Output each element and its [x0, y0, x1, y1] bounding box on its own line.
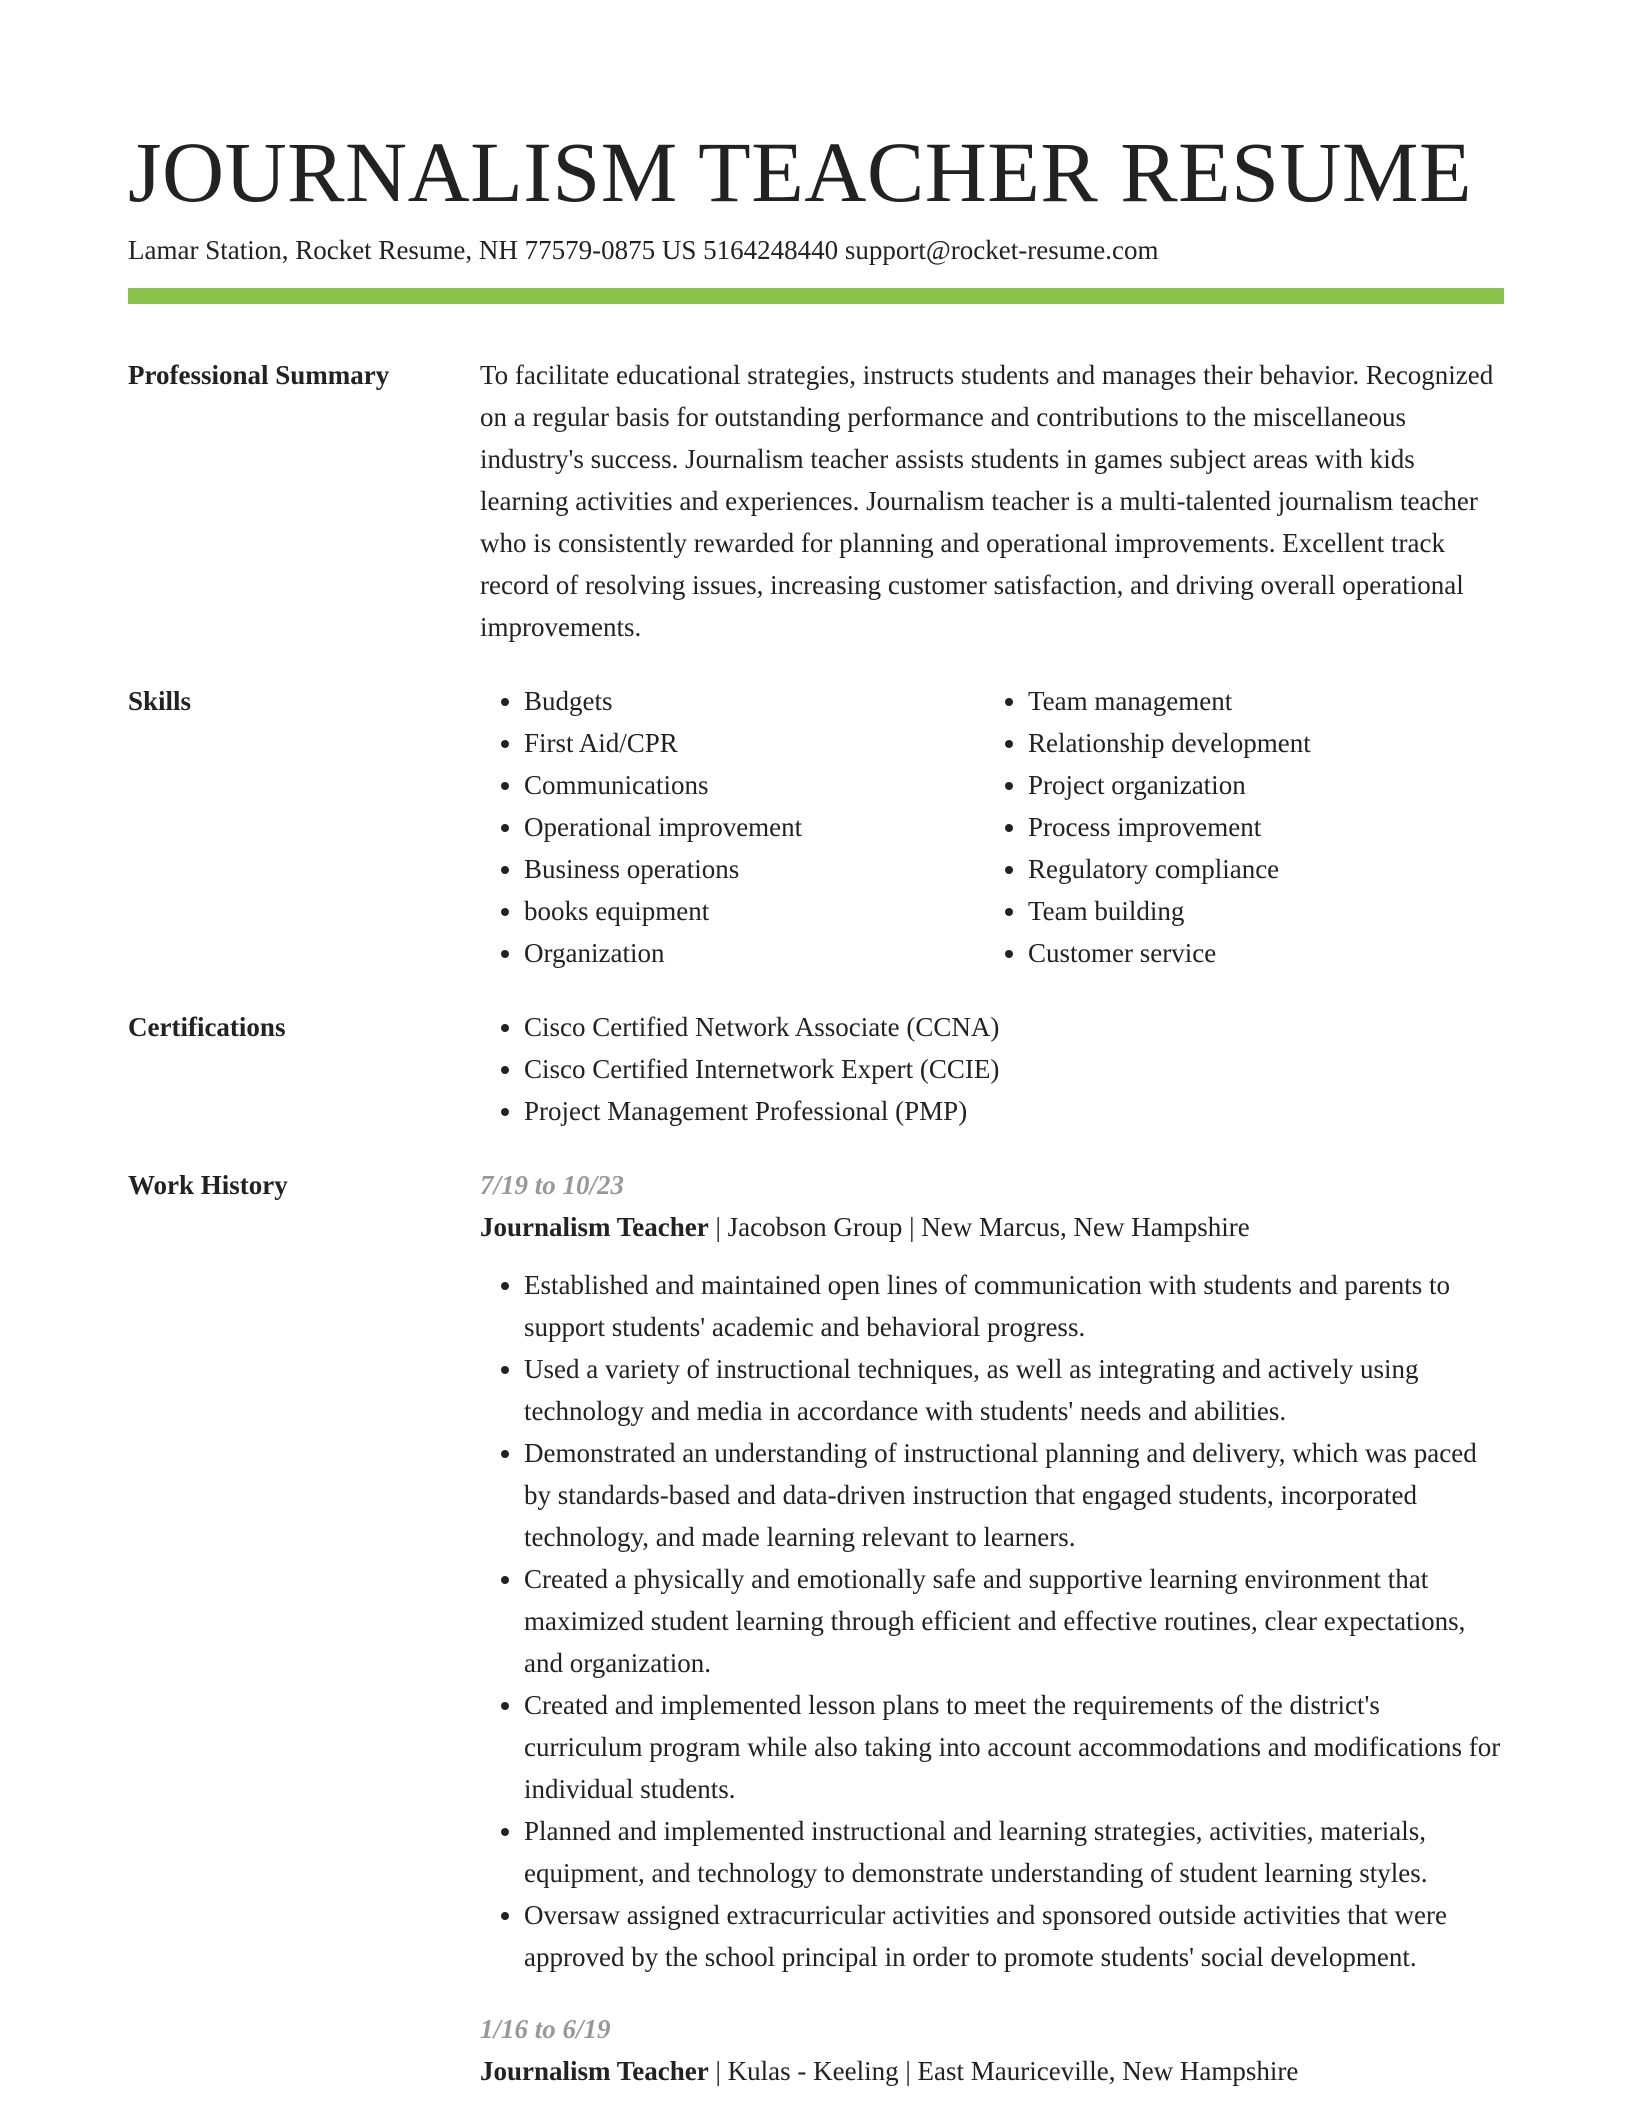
skill-item: • Team management [1028, 680, 1488, 722]
certification-item: • Project Management Professional (PMP) [524, 1090, 1504, 1132]
work-history-body [480, 1164, 1504, 2122]
accent-divider [128, 288, 1504, 304]
job-dates: 7/19 to 10/23 [480, 1170, 625, 1200]
job-title: Journalism Teacher [480, 2056, 709, 2086]
skill-item: • First Aid/CPR [524, 722, 984, 764]
job-dates: 1/16 to 6/19 [480, 2014, 611, 2044]
certifications-section [128, 1006, 1504, 1132]
certification-item: • Cisco Certified Internetwork Expert (CCIE) [524, 1048, 1504, 1090]
skills-section [128, 680, 1504, 974]
work-history-section [128, 1164, 1504, 2122]
skill-item: • Communications [524, 764, 984, 806]
resume-title: JOURNALISM TEACHER RESUME [128, 124, 1473, 220]
job-bullet: • Created and implemented lesson plans to meet the requirements of the district's curriculum program while also taking into account accommodations and modifications for individual students. [524, 1684, 1504, 1810]
job-title: Journalism Teacher [480, 1212, 709, 1242]
section-label-skills: Skills [128, 686, 192, 716]
job-bullet: • Oversaw assigned extracurricular activities and sponsored outside activities that were approved by the school principal in order to promote students' social development. [524, 1894, 1504, 1978]
skill-item: • Process improvement [1028, 806, 1488, 848]
job-entry [480, 2008, 1504, 2092]
skills-list-right [984, 680, 1488, 974]
certifications-body [480, 1006, 1504, 1132]
skill-item: • Business operations [524, 848, 984, 890]
skills-columns [480, 680, 1504, 974]
skill-item: • Regulatory compliance [1028, 848, 1488, 890]
contact-line: Lamar Station, Rocket Resume, NH 77579-0875 US 5164248440 support@rocket-resume.com [128, 235, 1159, 265]
skill-item: • Team building [1028, 890, 1488, 932]
skill-item: • Budgets [524, 680, 984, 722]
skill-item: • Project organization [1028, 764, 1488, 806]
skill-item: • books equipment [524, 890, 984, 932]
job-details: | Jacobson Group | New Marcus, New Hampshire [708, 1212, 1250, 1242]
resume-page [128, 0, 1504, 2122]
professional-summary-section [128, 354, 1504, 648]
job-bullet: • Established and maintained open lines of communication with students and parents to support students' academic and behavioral progress. [524, 1264, 1504, 1348]
job-bullets [480, 1264, 1504, 1978]
job-bullet: • Used a variety of instructional techniques, as well as integrating and actively using technology and media in accordance with students' needs and abilities. [524, 1348, 1504, 1432]
job-header [480, 1206, 1504, 1248]
skill-item: • Organization [524, 932, 984, 974]
section-label-work-history: Work History [128, 1170, 288, 1200]
job-bullet: • Demonstrated an understanding of instructional planning and delivery, which was paced by standards-based and data-driven instruction that engaged students, incorporated technology, and made learning relevant to learners. [524, 1432, 1504, 1558]
job-bullet: • Planned and implemented instructional and learning strategies, activities, materials, equipment, and technology to demonstrate understanding of student learning styles. [524, 1810, 1504, 1894]
skills-list-left [480, 680, 984, 974]
skill-item: • Customer service [1028, 932, 1488, 974]
section-label-summary: Professional Summary [128, 360, 390, 390]
section-label-certifications: Certifications [128, 1012, 286, 1042]
job-bullet: • Created a physically and emotionally safe and supportive learning environment that maximized student learning through efficient and effective routines, clear expectations, and organization. [524, 1558, 1504, 1684]
certification-item: • Cisco Certified Network Associate (CCNA) [524, 1006, 1504, 1048]
certifications-list [480, 1006, 1504, 1132]
job-entry [480, 1164, 1504, 1978]
job-header [480, 2050, 1504, 2092]
skill-item: • Operational improvement [524, 806, 984, 848]
skill-item: • Relationship development [1028, 722, 1488, 764]
job-details: | Kulas - Keeling | East Mauriceville, New Hampshire [708, 2056, 1299, 2086]
summary-text: To facilitate educational strategies, instructs students and manages their behavior. Recognized on a regular basis for outstanding performance and contributions to the miscellaneous industry's success. Journalism teacher assists students in games subject areas with kids learning activities and experiences. Journalism teacher is a multi-talented journalism teacher who is consistently rewarded for planning and operational improvements. Excellent track record of resolving issues, increasing customer satisfaction, and driving overall operational improvements. [480, 360, 1494, 642]
